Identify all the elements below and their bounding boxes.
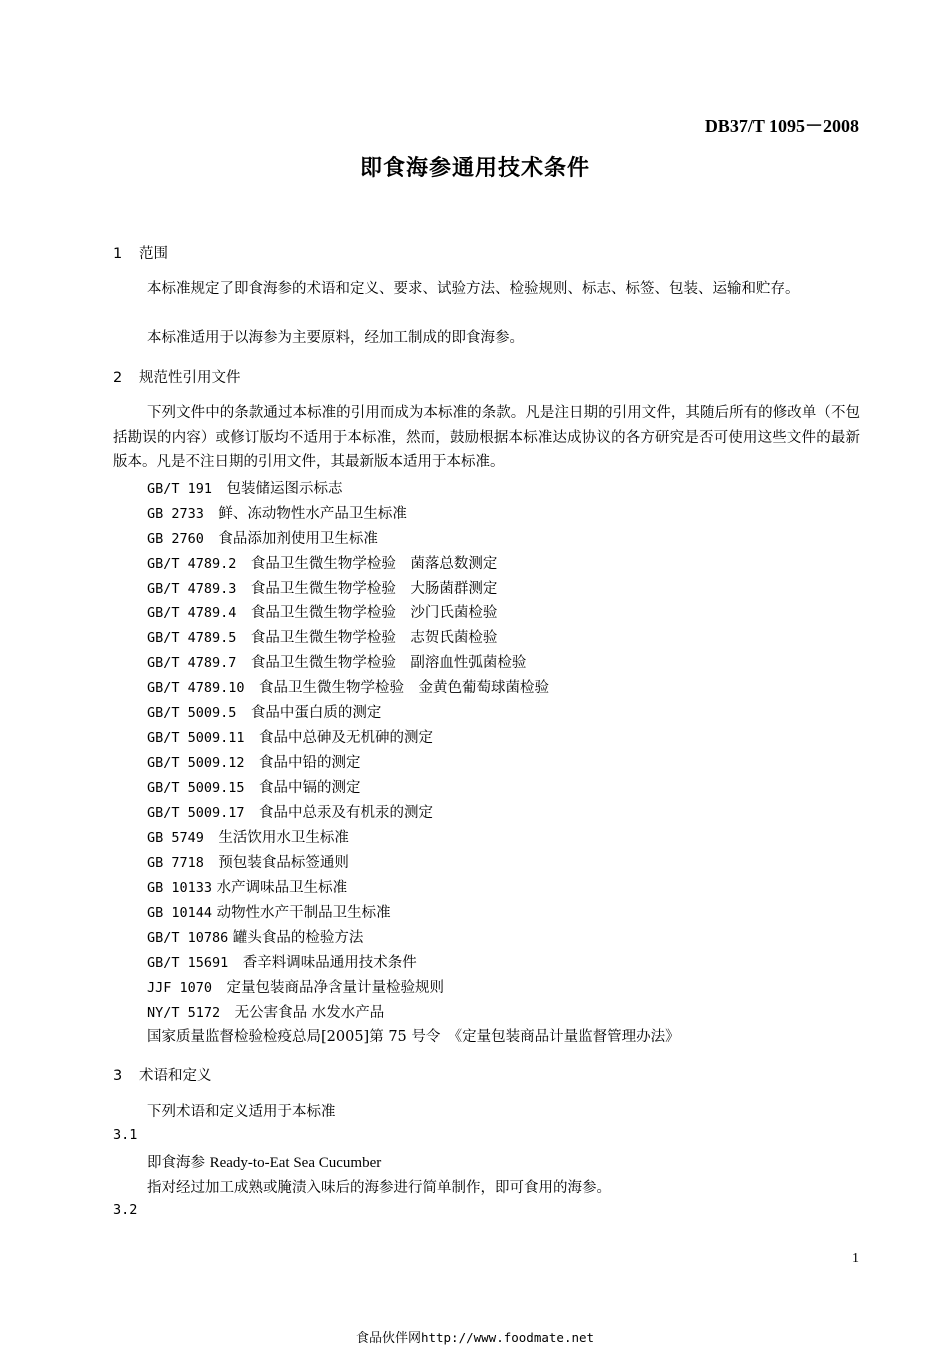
footer-watermark — [0, 1327, 950, 1346]
reference-item — [147, 776, 361, 797]
reference-title: 食品中总汞及有机汞的测定 — [259, 805, 434, 821]
clause-number: 3.2 — [113, 1202, 138, 1218]
reference-title: 无公害食品 水发水产品 — [234, 1005, 385, 1021]
reference-code: GB 2733 — [147, 506, 204, 522]
reference-title: 食品卫生微生物学检验 志贺氏菌检验 — [250, 630, 498, 646]
reference-item — [147, 502, 407, 523]
reference-item — [147, 976, 444, 997]
term-definition: 指对经过加工成熟或腌渍入味后的海参进行简单制作，即可食用的海参。 — [147, 1180, 611, 1196]
section-number: 2 — [113, 370, 123, 386]
reference-item — [147, 876, 347, 897]
reference-code: GB 7718 — [147, 855, 204, 871]
reference-title: 预包装食品标签通则 — [218, 855, 349, 871]
reference-item — [147, 851, 349, 872]
reference-item — [147, 801, 433, 822]
reference-item — [147, 477, 343, 498]
reference-title: 罐头食品的检验方法 — [232, 930, 364, 946]
regulation-reference: 国家质量监督检验检疫总局[2005]第 75 号令 《定量包装商品计量监督管理办法》 — [147, 1029, 680, 1045]
reference-title: 食品中蛋白质的测定 — [250, 705, 382, 721]
section-3-heading — [113, 1064, 212, 1085]
reference-item — [147, 926, 363, 947]
reference-code: GB/T 5009.15 — [147, 780, 245, 796]
reference-item — [147, 1001, 384, 1022]
reference-title: 食品卫生微生物学检验 副溶血性弧菌检验 — [250, 655, 527, 671]
reference-item — [147, 701, 381, 722]
reference-title: 食品卫生微生物学检验 菌落总数测定 — [250, 556, 498, 572]
reference-title: 水产调味品卫生标准 — [216, 880, 348, 896]
reference-code: GB/T 10786 — [147, 930, 229, 946]
section-2-paragraph: 下列文件中的条款通过本标准的引用而成为本标准的条款。凡是注日期的引用文件，其随后所有的修改单（不包括勘误的内容）或修订版均不适用于本标准，然而，鼓励根据本标准达成协议的各方研究是否可使用这些文件的最新版本。凡是不注日期的引用文件，其最新版本适用于本标准。 — [113, 405, 860, 470]
section-2-heading — [113, 366, 241, 387]
clause-number: 3.1 — [113, 1127, 138, 1143]
section-3-intro: 下列术语和定义适用于本标准 — [147, 1104, 336, 1120]
reference-code: GB 5749 — [147, 830, 204, 846]
reference-code: NY/T 5172 — [147, 1005, 221, 1021]
term-english: Ready-to-Eat Sea Cucumber — [209, 1155, 382, 1171]
reference-title: 食品中镉的测定 — [259, 780, 361, 796]
section-1-paragraph-1: 本标准规定了即食海参的术语和定义、要求、试验方法、检验规则、标志、标签、包装、运输和贮存。 — [147, 281, 800, 297]
reference-item — [147, 626, 497, 647]
reference-code: GB/T 15691 — [147, 955, 229, 971]
reference-title: 香辛料调味品通用技术条件 — [242, 955, 417, 971]
reference-item — [147, 601, 497, 622]
reference-code: GB/T 5009.11 — [147, 730, 245, 746]
section-title: 术语和定义 — [139, 1068, 212, 1084]
section-1-heading — [113, 242, 168, 263]
reference-code: GB/T 4789.3 — [147, 581, 237, 597]
term-chinese: 即食海参 — [147, 1155, 205, 1171]
reference-item — [147, 951, 417, 972]
reference-code: GB 2760 — [147, 531, 204, 547]
reference-code: GB/T 5009.17 — [147, 805, 245, 821]
reference-code: GB/T 4789.10 — [147, 680, 245, 696]
reference-code: GB 10133 — [147, 880, 213, 896]
reference-item — [147, 901, 391, 922]
reference-item — [147, 676, 549, 697]
standard-code: DB37/T 1095－2008 — [704, 116, 859, 136]
document-title: 即食海参通用技术条件 — [359, 156, 590, 181]
reference-code: GB/T 4789.2 — [147, 556, 237, 572]
reference-item — [147, 751, 361, 772]
section-number: 3 — [113, 1068, 123, 1084]
reference-title: 鲜、冻动物性水产品卫生标准 — [218, 506, 407, 522]
reference-title: 动物性水产干制品卫生标准 — [216, 905, 391, 921]
reference-code: GB/T 191 — [147, 481, 213, 497]
section-1-paragraph-2: 本标准适用于以海参为主要原料，经加工制成的即食海参。 — [147, 330, 524, 346]
reference-code: GB/T 4789.7 — [147, 655, 237, 671]
reference-item — [147, 577, 497, 598]
reference-title: 食品卫生微生物学检验 沙门氏菌检验 — [250, 605, 498, 621]
section-number: 1 — [113, 246, 123, 262]
section-title: 范围 — [139, 246, 168, 262]
reference-title: 生活饮用水卫生标准 — [218, 830, 349, 846]
term-entry — [147, 1151, 381, 1172]
page-number: 1 — [852, 1251, 859, 1266]
reference-code: JJF 1070 — [147, 980, 213, 996]
reference-item — [147, 826, 349, 847]
section-title: 规范性引用文件 — [139, 370, 241, 386]
footer-url-link[interactable]: http://www.foodmate.net — [420, 1330, 595, 1345]
reference-title: 食品中总砷及无机砷的测定 — [259, 730, 434, 746]
reference-title: 食品卫生微生物学检验 大肠菌群测定 — [250, 581, 498, 597]
reference-code: GB/T 5009.12 — [147, 755, 245, 771]
reference-code: GB/T 5009.5 — [147, 705, 237, 721]
reference-item — [147, 726, 433, 747]
reference-item — [147, 552, 497, 573]
reference-item — [147, 527, 378, 548]
reference-code: GB/T 4789.5 — [147, 630, 237, 646]
reference-item — [147, 651, 526, 672]
reference-code: GB/T 4789.4 — [147, 605, 237, 621]
reference-title: 包装储运图示标志 — [226, 481, 343, 497]
reference-title: 食品添加剂使用卫生标准 — [218, 531, 378, 547]
reference-title: 食品中铅的测定 — [259, 755, 361, 771]
reference-code: GB 10144 — [147, 905, 213, 921]
footer-site-name: 食品伙伴网 — [355, 1331, 421, 1346]
reference-title: 食品卫生微生物学检验 金黄色葡萄球菌检验 — [259, 680, 550, 696]
reference-title: 定量包装商品净含量计量检验规则 — [226, 980, 445, 996]
